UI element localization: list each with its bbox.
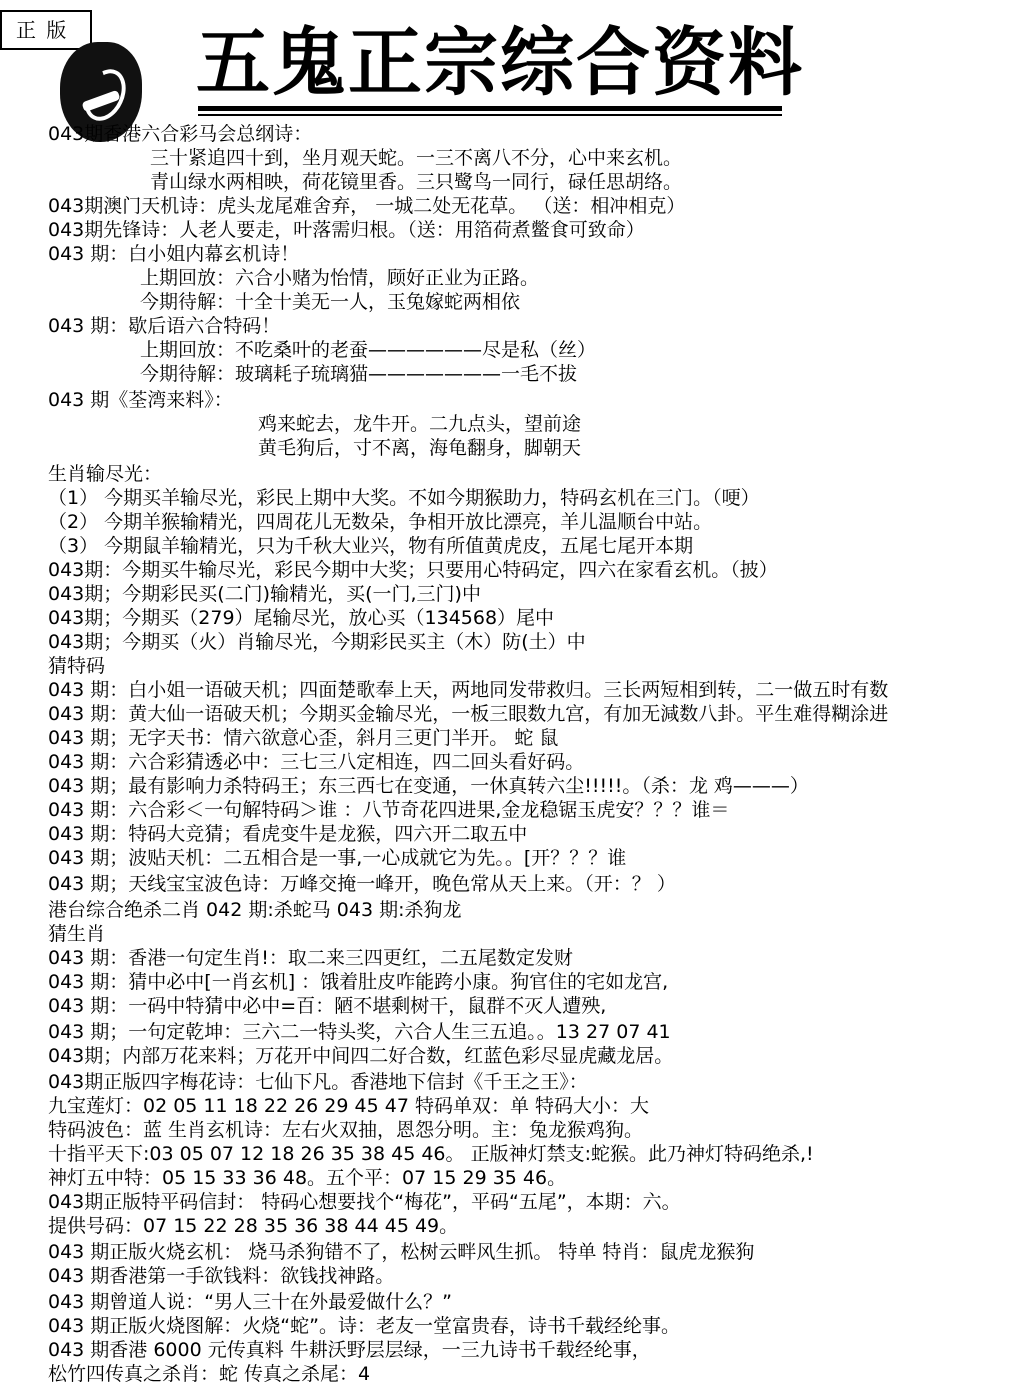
text-line: 鸡来蛇去，龙牛开。二九点头，望前途 [258,413,582,435]
text-line: 三十紧追四十到，坐月观天蛇。一三不离八不分，心中来玄机。 [150,147,683,169]
text-line: 043 期：猜中必中[一肖玄机] ：饿着肚皮咋能跨小康。狗官住的宅如龙宫, [48,971,669,993]
text-line: 猜特码 [48,655,106,677]
text-line: 今期待解：玻璃耗子琉璃猫———————一毛不拔 [140,363,578,385]
text-line: 043期正版特平码信封： 特码心想要找个“梅花”，平码“五尾”，本期：六。 [48,1191,681,1213]
text-line: 043期；内部万花来料；万花开中间四二好合数，红蓝色彩尽显虎藏龙居。 [48,1045,674,1067]
text-line: 043 期曾道人说：“男人三十在外最爱做什么？” [48,1291,452,1313]
text-line: 043 期：白小姐一语破天机；四面楚歌奉上天，两地同发带救归。三长两短相到转，二一做五时有数 [48,679,889,701]
text-line: 043 期：黄大仙一语破天机；今期买金输尽光，一板三眼数九宫，有加无減数八卦。平生难得糊涂进 [48,703,889,725]
text-line: 043期澳门天机诗：虎头龙尾难舍弃， 一城二处无花草。 （送：相冲相克） [48,195,686,217]
text-line: 043期正版四字梅花诗：七仙下凡。香港地下信封《千王之王》： [48,1071,588,1093]
text-line: 043 期《荃湾来料》： [48,389,233,411]
text-line: （3） 今期鼠羊输精光，只为千秋大业兴，物有所值黄虎皮，五尾七尾开本期 [48,535,694,557]
text-line: （2） 今期羊猴输精光，四周花儿无数朵，争相开放比漂亮，羊儿温顺台中站。 [48,511,713,533]
text-line: 特码波色：蓝 生肖玄机诗：左右火双抽，恩怨分明。主：兔龙猴鸡狗。 [48,1119,644,1141]
text-line: 043 期：白小姐内幕玄机诗！ [48,243,300,265]
text-line: 043 期：香港一句定生肖!：取二来三四更红，二五尾数定发财 [48,947,573,969]
text-line: 043 期；无字天书：情六欲意心歪，斜月三更门半开。 蛇 鼠 [48,727,559,749]
text-line: 九宝莲灯：02 05 11 18 22 26 29 45 47 特码单双：单 特码大小：大 [48,1095,649,1117]
text-line: 043 期：六合彩猜透必中：三七三八定相连，四二回头看好码。 [48,751,585,773]
text-line: 青山绿水两相映，荷花镜里香。三只鹭鸟一同行，碌任思胡络。 [150,171,683,193]
text-line: 043 期香港 6000 元传真料 牛耕沃野层层绿，一三九诗书千载经纶事， [48,1339,651,1361]
text-line: 043 期：六合彩＜一句解特码＞谁 ：八节奇花四进果,金龙稳锯玉虎安？？？谁＝ [48,799,730,821]
text-line: 港台综合绝杀二肖 042 期:杀蛇马 043 期:杀狗龙 [48,899,462,921]
text-line: 上期回放：六合小赌为怡情，顾好正业为正路。 [140,267,540,289]
text-line: 043 期：特码大竞猜；看虎变牛是龙猴，四六开二取五中 [48,823,528,845]
text-line: 043期；今期彩民买(二门)输精光，买(一门,三门)中 [48,583,481,605]
text-line: 043期：今期买牛输尽光，彩民今期中大奖；只要用心特码定，四六在家看玄机。（披） [48,559,778,581]
text-line: 松竹四传真之杀肖：蛇 传真之杀尾：4 [48,1363,371,1385]
text-line: 生肖输尽光： [48,463,163,485]
text-line: 043 期；一句定乾坤：三六二一特头奖，六合人生三五追。。13 27 07 41 [48,1021,671,1043]
text-line: 043 期香港第一手欲钱料：欲钱找神路。 [48,1265,395,1287]
text-line: （1） 今期买羊输尽光，彩民上期中大奖。不如今期猴助力，特码玄机在三门。（哽） [48,487,760,509]
text-line: 043期香港六合彩马会总纲诗： [48,123,313,145]
title-underline [198,106,782,116]
text-line: 043 期：歇后语六合特码！ [48,315,281,337]
text-line: 上期回放：不吃桑叶的老蚕——————尽是私（丝） [140,339,597,361]
text-line: 043期；今期买（279）尾输尽光，放心买（134568）尾中 [48,607,555,629]
text-line: 043 期；波贴天机：二五相合是一事,一心成就它为先。。[开？？？谁 [48,847,627,869]
text-line: 043期先锋诗：人老人要走，叶落需归根。（送：用箔荷煮鳖食可致命） [48,219,645,241]
text-line: 黄毛狗后，寸不离，海龟翻身，脚朝天 [258,437,582,459]
text-line: 043 期：一码中特猜中必中=百：陋不堪剩树干，鼠群不灭人遭殃, [48,995,607,1017]
text-line: 猜生肖 [48,923,106,945]
text-line: 043期；今期买（火）肖输尽光，今期彩民买主（木）防(土）中 [48,631,586,653]
edition-badge: 正 版 [0,10,92,50]
page-title: 五鬼正宗综合资料 [196,20,804,106]
text-line: 神灯五中特：05 15 33 36 48。五个平：07 15 29 35 46。 [48,1167,567,1189]
text-line: 043 期；最有影响力杀特码王；东三西七在变通，一休真转六尘!!!!!。（杀：龙 鸡———） [48,775,809,797]
text-line: 提供号码：07 15 22 28 35 36 38 44 45 49。 [48,1215,459,1237]
text-line: 043 期正版火烧玄机： 烧马杀狗错不了，松树云畔风生抓。 特单 特肖：鼠虎龙猴狗 [48,1241,755,1263]
text-line: 今期待解：十全十美无一人，玉兔嫁蛇两相依 [140,291,521,313]
text-line: 043 期；天线宝宝波色诗：万峰交掩一峰开，晚色常从天上来。（开：？ ） [48,873,676,895]
text-line: 十指平天下:03 05 07 12 18 26 35 38 45 46。 正版神灯禁支:蛇猴。此乃神灯特码绝杀,! [48,1143,814,1165]
text-line: 043 期正版火烧图解：火烧“蛇”。诗：老友一堂富贵春，诗书千载经纶事。 [48,1315,680,1337]
